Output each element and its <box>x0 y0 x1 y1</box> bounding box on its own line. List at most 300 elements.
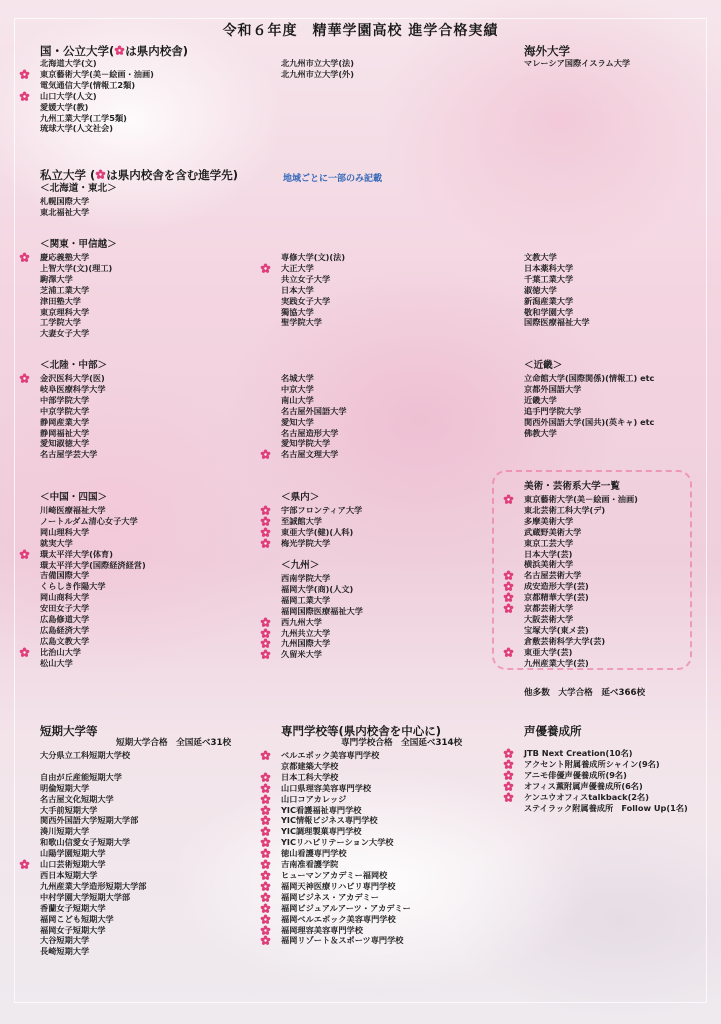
list-item <box>281 837 411 848</box>
list-item-label: 西日本短期大学 <box>40 869 98 880</box>
list-item <box>40 516 146 527</box>
list-item <box>40 80 154 91</box>
sakura-icon <box>114 45 125 56</box>
region-note: 地域ごとに一部のみ記載 <box>283 174 383 184</box>
list-item <box>524 592 638 603</box>
list-item-label: 福岡ビジネス・アカデミー <box>281 891 379 902</box>
list-item <box>281 628 363 639</box>
list-item <box>281 892 411 903</box>
voice-heading: 声優養成所 <box>524 724 582 738</box>
list-item-label: 広島修道大学 <box>40 614 90 625</box>
list-item-label: 日本工科大学校 <box>281 771 339 782</box>
list-item <box>524 428 654 439</box>
list-item-label: 成安造形大学(芸) <box>524 581 589 592</box>
arts-heading: 美術・芸術系大学一覧 <box>524 481 620 492</box>
sakura-icon <box>19 91 30 102</box>
list-item-label: 近畿大学 <box>524 394 557 405</box>
list-item <box>40 560 146 571</box>
list-item-label: 福岡理容美容専門学校 <box>281 924 363 935</box>
list-item-label: ヒューマンアカデミー福岡校 <box>281 869 388 880</box>
list-item <box>524 581 638 592</box>
university-summary: 他多数 大学合格 延べ366校 <box>524 688 646 698</box>
list-item <box>281 538 362 549</box>
sakura-icon <box>260 815 271 826</box>
list-item-label: 東北福祉大学 <box>40 206 90 217</box>
list-item-label: 梅光学院大学 <box>281 537 331 548</box>
list-item <box>281 307 345 318</box>
sakura-icon <box>260 750 271 761</box>
sakura-icon <box>260 538 271 549</box>
list-item <box>281 859 411 870</box>
list-item <box>524 406 654 417</box>
list-item-label: 関西外国語大学短期大学部 <box>40 815 139 826</box>
kennai-heading: ＜県内＞ <box>281 492 320 503</box>
list-item-label: 福岡天神医療リハビリ専門学校 <box>281 880 396 891</box>
list-item <box>281 638 363 649</box>
sakura-icon <box>260 881 271 892</box>
list-item <box>524 603 638 614</box>
list-item <box>40 794 146 805</box>
list-item-label: 中村学園大学短期大学部 <box>40 891 131 902</box>
list-item-label: JTB Next Creation(10名) <box>524 748 633 758</box>
list-item <box>524 803 688 814</box>
sakura-icon <box>260 914 271 925</box>
list-item <box>524 549 638 560</box>
sakura-icon <box>19 549 30 560</box>
sakura-icon <box>503 570 514 581</box>
list-item <box>524 417 654 428</box>
list-item-label: 淑徳大学 <box>524 284 557 295</box>
list-item <box>281 935 411 946</box>
list-item-label: 工学院大学 <box>40 317 81 328</box>
junior-list <box>40 750 146 957</box>
list-item-label: 愛媛大学(教) <box>40 101 89 112</box>
list-item-label: 追手門学院大学 <box>524 405 582 416</box>
list-item <box>40 761 146 772</box>
private-heading-note: は県内校舎を含む進学先) <box>106 168 239 182</box>
list-item-label: 大分県立工科短期大学校 <box>40 750 131 760</box>
sakura-icon <box>260 892 271 903</box>
list-item <box>281 794 411 805</box>
list-item-label: 湊川短期大学 <box>40 826 90 837</box>
list-item <box>40 417 106 428</box>
sakura-icon <box>260 870 271 881</box>
sakura-icon <box>95 169 106 180</box>
list-item-label: 文教大学 <box>524 252 557 262</box>
list-item <box>40 805 146 816</box>
sakura-icon <box>503 792 514 803</box>
list-item-label: 安田女子大学 <box>40 603 90 614</box>
list-item <box>281 516 362 527</box>
list-item <box>524 781 688 792</box>
list-item-label: YIC情報ビジネス専門学校 <box>281 815 378 826</box>
list-item-label: 実践女子大学 <box>281 295 331 306</box>
list-item <box>40 658 146 669</box>
kanto-list-col2 <box>281 252 345 328</box>
list-item-label: 名城大学 <box>281 373 314 383</box>
list-item-label: 宝塚大学(東メ芸) <box>524 624 589 635</box>
list-item-label: 東亜大学(芸) <box>524 646 573 657</box>
sakura-icon <box>260 628 271 639</box>
list-item-label: 就実大学 <box>40 537 73 548</box>
list-item-label: 千葉工業大学 <box>524 273 574 284</box>
sakura-icon <box>260 649 271 660</box>
list-item <box>40 317 112 328</box>
list-item <box>40 925 146 936</box>
list-item <box>40 69 154 80</box>
list-item <box>40 296 112 307</box>
list-item <box>281 449 347 460</box>
list-item <box>281 584 363 595</box>
list-item <box>40 935 146 946</box>
list-item <box>524 494 638 505</box>
list-item-label: 明倫短期大学 <box>40 782 90 793</box>
list-item <box>40 207 89 218</box>
list-item <box>524 285 590 296</box>
list-item <box>40 848 146 859</box>
list-item-label: 横浜美術大学 <box>524 559 574 570</box>
list-item-label: 西南学院大学 <box>281 573 331 583</box>
list-item-label: 大妻女子大学 <box>40 328 90 339</box>
list-item-label: 北九州市立大学(法) <box>281 58 354 68</box>
sakura-icon <box>503 603 514 614</box>
list-item <box>281 783 411 794</box>
list-item <box>40 58 154 69</box>
list-item <box>281 417 347 428</box>
list-item-label: 福岡リゾート＆スポーツ専門学校 <box>281 935 404 946</box>
list-item <box>40 449 106 460</box>
list-item-label: 福岡国際医療福祉大学 <box>281 605 363 616</box>
list-item-label: 徳山看護専門学校 <box>281 848 347 859</box>
list-item-label: 愛知大学 <box>281 416 314 427</box>
list-item <box>524 625 638 636</box>
list-item <box>281 285 345 296</box>
list-item <box>40 406 106 417</box>
list-item <box>524 527 638 538</box>
list-item-label: 中京学院大学 <box>40 405 90 416</box>
sakura-icon <box>260 935 271 946</box>
list-item-label: 札幌国際大学 <box>40 196 90 206</box>
list-item-label: 九州産業大学(芸) <box>524 657 589 668</box>
kanto-heading: ＜関東・甲信越＞ <box>40 239 117 250</box>
list-item-label: 至誠館大学 <box>281 515 322 526</box>
sakura-icon <box>503 770 514 781</box>
list-item <box>281 573 363 584</box>
list-item <box>524 317 590 328</box>
list-item <box>40 285 112 296</box>
list-item <box>524 307 590 318</box>
sakura-icon <box>503 759 514 770</box>
list-item <box>524 538 638 549</box>
list-item <box>281 395 347 406</box>
kyushu-heading: ＜九州＞ <box>281 560 320 571</box>
list-item <box>40 505 146 516</box>
sakura-icon <box>503 592 514 603</box>
list-item <box>524 570 638 581</box>
list-item-label: 福岡大学(商)(人文) <box>281 583 354 594</box>
sakura-icon <box>260 848 271 859</box>
list-item-label: 西九州大学 <box>281 616 322 627</box>
list-item-label: アクセント附属養成所シャイン(9名) <box>524 758 660 769</box>
list-item <box>524 748 688 759</box>
list-item-label: 東北芸術工科大学(デ) <box>524 504 606 515</box>
list-item <box>40 783 146 794</box>
list-item-label: YIC看護福祉専門学校 <box>281 804 362 815</box>
list-item-label <box>40 761 43 771</box>
list-item-label: 佛教大学 <box>524 427 557 438</box>
list-item <box>40 263 112 274</box>
vocational-heading: 専門学校等(県内校舎を中心に) <box>281 724 442 738</box>
list-item-label: 京都外国語大学 <box>524 383 582 394</box>
sakura-icon <box>503 781 514 792</box>
list-item-label: 福岡工業大学 <box>281 594 331 605</box>
list-item-label: 慶応義塾大学 <box>40 252 90 262</box>
sakura-icon <box>260 903 271 914</box>
list-item-label: 環太平洋大学(体育) <box>40 548 113 559</box>
kyushu-list <box>281 573 363 660</box>
list-item <box>40 196 89 207</box>
list-item-label: 山陽学園短期大学 <box>40 848 106 859</box>
list-item-label: ノートルダム清心女子大学 <box>40 515 138 526</box>
sakura-icon <box>260 772 271 783</box>
list-item <box>281 69 354 80</box>
list-item <box>524 636 638 647</box>
list-item <box>40 881 146 892</box>
list-item <box>281 406 347 417</box>
sakura-icon <box>19 859 30 870</box>
list-item-label: 静岡産業大学 <box>40 416 90 427</box>
list-item <box>40 549 146 560</box>
arts-list <box>524 494 638 669</box>
list-item <box>524 263 590 274</box>
list-item-label: ケンユウオフィスtalkback(2名) <box>524 791 649 802</box>
list-item <box>40 113 154 124</box>
list-item-label: 環太平洋大学(国際経済経営) <box>40 559 146 570</box>
list-item-label: 東京理科大学 <box>40 306 90 317</box>
list-item-label: 立命館大学(国際関係)(情報工) etc <box>524 373 655 383</box>
list-item-label: YIC調理製菓専門学校 <box>281 826 362 837</box>
national-list-col1 <box>40 58 154 134</box>
list-item-label: 九州国際大学 <box>281 638 331 649</box>
list-item-label: ベルエポック美容専門学校 <box>281 750 380 760</box>
list-item <box>281 373 347 384</box>
kanto-list-col3 <box>524 252 590 328</box>
list-item <box>40 603 146 614</box>
list-item <box>40 328 112 339</box>
list-item <box>40 614 146 625</box>
list-item-label: 名古屋造形大学 <box>281 427 339 438</box>
list-item-label: 山口コアカレッジ <box>281 793 347 804</box>
list-item-label: 吉南准看護学院 <box>281 859 339 870</box>
list-item-label: 電気通信大学(情報工2類) <box>40 79 136 90</box>
list-item-label: 大正大学 <box>281 262 314 273</box>
list-item-label: 日本薬科大学 <box>524 262 574 273</box>
overseas-heading: 海外大学 <box>524 44 570 58</box>
sakura-icon <box>260 925 271 936</box>
list-item-label: 自由が丘産能短期大学 <box>40 771 122 782</box>
list-item-label: 福岡こども短期大学 <box>40 913 114 924</box>
list-item <box>281 428 347 439</box>
list-item-label: くらしき作陽大学 <box>40 581 106 592</box>
list-item-label: 長崎短期大学 <box>40 946 90 957</box>
list-item-label: 大手前短期大学 <box>40 804 98 815</box>
kinki-heading: ＜近畿＞ <box>524 360 563 371</box>
list-item <box>524 759 688 770</box>
sakura-icon <box>260 826 271 837</box>
list-item <box>524 395 654 406</box>
list-item <box>524 516 638 527</box>
list-item-label: 北海道大学(文) <box>40 58 97 68</box>
list-item <box>40 892 146 903</box>
list-item-label: 国際医療福祉大学 <box>524 317 590 328</box>
list-item-label: 新潟産業大学 <box>524 295 574 306</box>
list-item <box>524 58 630 69</box>
list-item-label: マレーシア国際イスラム大学 <box>524 58 631 68</box>
sakura-icon <box>503 748 514 759</box>
sakura-icon <box>19 252 30 263</box>
vocational-summary: 専門学校合格 全国延べ314校 <box>341 738 463 748</box>
list-item <box>40 914 146 925</box>
chubu-heading: ＜北陸・中部＞ <box>40 360 108 371</box>
list-item <box>40 438 106 449</box>
list-item-label: 関西外国語大学(国共)(英キャ) etc <box>524 416 655 427</box>
list-item <box>281 58 354 69</box>
list-item <box>40 395 106 406</box>
list-item <box>40 307 112 318</box>
list-item <box>281 252 345 263</box>
list-item <box>281 914 411 925</box>
list-item-label: 九州産業大学造形短期大学部 <box>40 880 147 891</box>
list-item <box>281 595 363 606</box>
chubu-list-col1 <box>40 373 106 460</box>
list-item <box>281 617 363 628</box>
list-item-label: アニモ俳優声優養成所(9名) <box>524 769 627 780</box>
list-item-label: 日本大学(芸) <box>524 548 573 559</box>
list-item-label: 東京工芸大学 <box>524 537 574 548</box>
list-item <box>524 296 590 307</box>
list-item <box>281 438 347 449</box>
sakura-icon <box>260 638 271 649</box>
junior-heading: 短期大学等 <box>40 724 98 738</box>
list-item <box>40 859 146 870</box>
sakura-icon <box>260 837 271 848</box>
list-item <box>524 373 654 384</box>
sakura-icon <box>260 859 271 870</box>
list-item-label: 東京藝術大学(美－絵画・油画) <box>524 494 638 504</box>
voice-list <box>524 748 688 813</box>
list-item <box>281 527 362 538</box>
junior-summary: 短期大学合格 全国延べ31校 <box>116 738 232 748</box>
list-item <box>40 815 146 826</box>
list-item-label: 岡山商科大学 <box>40 592 90 603</box>
sakura-icon <box>19 373 30 384</box>
list-item-label: 山口芸術短期大学 <box>40 859 106 870</box>
list-item-label: 吉備国際大学 <box>40 570 90 581</box>
list-item <box>281 317 345 328</box>
list-item-label: オフィス薫附属声優養成所(6名) <box>524 780 643 791</box>
list-item <box>281 815 411 826</box>
list-item-label: 山口大学(人文) <box>40 90 97 101</box>
sakura-icon <box>19 69 30 80</box>
sakura-icon <box>260 805 271 816</box>
list-item <box>40 826 146 837</box>
list-item <box>40 102 154 113</box>
list-item-label: 名古屋学芸大学 <box>40 449 98 460</box>
list-item <box>281 606 363 617</box>
list-item-label: 共立女子大学 <box>281 273 331 284</box>
sakura-icon <box>260 505 271 516</box>
sakura-icon <box>503 494 514 505</box>
sakura-icon <box>260 516 271 527</box>
list-item <box>40 636 146 647</box>
list-item-label: 聖学院大学 <box>281 317 322 328</box>
list-item-label: 津田塾大学 <box>40 295 81 306</box>
list-item-label: 京都精華大学(芸) <box>524 592 589 603</box>
sakura-icon <box>260 783 271 794</box>
list-item-label: 広島経済大学 <box>40 624 90 635</box>
list-item <box>281 870 411 881</box>
sakura-icon <box>260 263 271 274</box>
list-item-label: 東亜大学(健)(人科) <box>281 526 354 537</box>
list-item-label: 大阪芸術大学 <box>524 613 574 624</box>
list-item-label: 倉敷芸術科学大学(芸) <box>524 635 606 646</box>
list-item <box>40 570 146 581</box>
list-item <box>40 946 146 957</box>
list-item <box>524 658 638 669</box>
list-item-label: 九州共立大学 <box>281 627 331 638</box>
private-heading <box>40 168 238 182</box>
list-item <box>40 581 146 592</box>
list-item <box>281 750 411 761</box>
list-item <box>281 826 411 837</box>
page-title: 令和６年度 精華学園高校 進学合格実績 <box>222 23 499 39</box>
list-item-label: 金沢医科大学(医) <box>40 373 105 383</box>
list-item <box>524 252 590 263</box>
list-item-label: 名古屋芸術大学 <box>524 570 582 581</box>
list-item <box>40 750 146 761</box>
overseas-list <box>524 58 630 69</box>
list-item-label: 久留米大学 <box>281 649 322 660</box>
chubu-list-col2 <box>281 373 347 460</box>
list-item <box>40 538 146 549</box>
list-item-label: 琉球大学(人文社会) <box>40 123 113 134</box>
list-item <box>281 881 411 892</box>
private-heading-text: 私立大学 ( <box>40 168 96 182</box>
list-item <box>281 805 411 816</box>
list-item-label: 名古屋文理大学 <box>281 449 339 460</box>
sakura-icon <box>260 794 271 805</box>
list-item-label: 駒澤大学 <box>40 273 73 284</box>
list-item-label: 専修大学(文)(法) <box>281 252 346 262</box>
list-item <box>281 925 411 936</box>
chugoku-heading: ＜中国・四国＞ <box>40 492 108 503</box>
list-item-label: 福岡ベルエポック美容専門学校 <box>281 913 396 924</box>
sakura-icon <box>19 647 30 658</box>
list-item-label: 上智大学(文)(理工) <box>40 262 113 273</box>
list-item-label: 愛知淑徳大学 <box>40 438 90 449</box>
chugoku-list <box>40 505 146 669</box>
list-item-label: 比治山大学 <box>40 646 81 657</box>
hokkaido-heading: ＜北海道・東北＞ <box>40 183 117 194</box>
list-item-label: 九州工業大学(工学5類) <box>40 112 127 123</box>
vocational-list <box>281 750 411 946</box>
list-item <box>524 614 638 625</box>
list-item-label: 東京藝術大学(美－絵画・油画) <box>40 68 154 79</box>
list-item <box>281 761 411 772</box>
list-item-label: ステイラック附属養成所 Follow Up(1名) <box>524 802 688 813</box>
list-item-label: 山口県理容美容専門学校 <box>281 782 372 793</box>
list-item-label: 岐阜医療科学大学 <box>40 383 106 394</box>
